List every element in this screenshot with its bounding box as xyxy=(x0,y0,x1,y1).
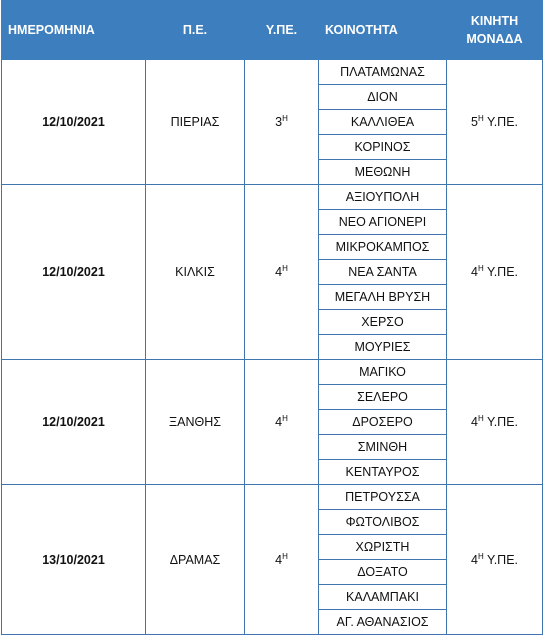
mobile-unit-suffix: Υ.ΠΕ. xyxy=(483,552,519,567)
mobile-unit-ordinal: Η xyxy=(477,551,484,561)
mobile-unit-cell xyxy=(447,360,543,485)
date-cell: 13/10/2021 xyxy=(2,485,146,635)
community-cell: ΚΟΡΙΝΟΣ xyxy=(319,135,447,160)
pe-cell: ΔΡΑΜΑΣ xyxy=(146,485,245,635)
community-cell: ΜΟΥΡΙΕΣ xyxy=(319,335,447,360)
community-cell: ΣΜΙΝΘΗ xyxy=(319,435,447,460)
table-row xyxy=(2,60,543,85)
ype-cell xyxy=(245,360,319,485)
mobile-unit-ordinal: Η xyxy=(477,263,484,273)
community-cell: ΝΕΟ ΑΓΙΟΝΕΡΙ xyxy=(319,210,447,235)
community-cell: ΧΩΡΙΣΤΗ xyxy=(319,535,447,560)
schedule-body xyxy=(2,60,543,635)
ype-number: 4 xyxy=(275,415,283,429)
header-mobile-unit-line1: ΚΙΝΗΤΗ xyxy=(470,14,519,28)
header-row xyxy=(2,1,543,60)
date-cell: 12/10/2021 xyxy=(2,60,146,185)
community-cell: ΧΕΡΣΟ xyxy=(319,310,447,335)
mobile-unit-cell xyxy=(447,60,543,185)
mobile-unit-ordinal: Η xyxy=(477,413,484,423)
community-cell: ΠΕΤΡΟΥΣΣΑ xyxy=(319,485,447,510)
community-cell: ΜΑΓΙΚΟ xyxy=(319,360,447,385)
mobile-unit-ordinal: Η xyxy=(477,113,484,123)
community-cell: ΜΕΓΑΛΗ ΒΡΥΣΗ xyxy=(319,285,447,310)
ype-ordinal: Η xyxy=(282,551,288,561)
header-date: ΗΜΕΡΟΜΗΝΙΑ xyxy=(2,1,146,60)
ype-ordinal: Η xyxy=(282,413,288,423)
mobile-unit-number: 4 xyxy=(470,265,478,279)
date-cell: 12/10/2021 xyxy=(2,360,146,485)
ype-number: 4 xyxy=(275,265,283,279)
community-cell: ΔΙΟΝ xyxy=(319,85,447,110)
ype-cell xyxy=(245,185,319,360)
mobile-unit-number: 5 xyxy=(470,115,478,129)
community-cell: ΣΕΛΕΡΟ xyxy=(319,385,447,410)
community-cell: ΚΑΛΑΜΠΑΚΙ xyxy=(319,585,447,610)
ype-number: 4 xyxy=(275,552,283,567)
ype-cell xyxy=(245,60,319,185)
ype-number: 3 xyxy=(275,115,283,129)
community-cell: ΚΕΝΤΑΥΡΟΣ xyxy=(319,460,447,485)
community-cell: ΠΛΑΤΑΜΩΝΑΣ xyxy=(319,60,447,85)
community-cell: ΚΑΛΛΙΘΕΑ xyxy=(319,110,447,135)
community-cell: ΜΕΘΩΝΗ xyxy=(319,160,447,185)
mobile-unit-number: 4 xyxy=(470,415,478,429)
table-row xyxy=(2,360,543,385)
mobile-unit-cell xyxy=(447,185,543,360)
header-mobile-unit-line2: ΜΟΝΑΔΑ xyxy=(466,32,523,46)
mobile-unit-suffix: Υ.ΠΕ. xyxy=(483,265,519,279)
header-mobile-unit xyxy=(447,1,543,60)
header-community: ΚΟΙΝΟΤΗΤΑ xyxy=(319,1,447,60)
community-cell: ΜΙΚΡΟΚΑΜΠΟΣ xyxy=(319,235,447,260)
community-cell: ΔΟΞΑΤΟ xyxy=(319,560,447,585)
pe-cell: ΚΙΛΚΙΣ xyxy=(146,185,245,360)
schedule-table xyxy=(1,0,543,635)
table-row xyxy=(2,185,543,210)
community-cell: ΦΩΤΟΛΙΒΟΣ xyxy=(319,510,447,535)
mobile-unit-suffix: Υ.ΠΕ. xyxy=(483,415,519,429)
community-cell: ΑΓ. ΑΘΑΝΑΣΙΟΣ xyxy=(319,610,447,635)
mobile-unit-cell xyxy=(447,485,543,635)
table-row xyxy=(2,485,543,510)
community-cell: ΝΕΑ ΣΑΝΤΑ xyxy=(319,260,447,285)
mobile-unit-suffix: Υ.ΠΕ. xyxy=(483,115,519,129)
header-ype: Υ.ΠΕ. xyxy=(245,1,319,60)
community-cell: ΑΞΙΟΥΠΟΛΗ xyxy=(319,185,447,210)
ype-cell xyxy=(245,485,319,635)
ype-ordinal: Η xyxy=(282,113,288,123)
pe-cell: ΞΑΝΘΗΣ xyxy=(146,360,245,485)
date-cell: 12/10/2021 xyxy=(2,185,146,360)
community-cell: ΔΡΟΣΕΡΟ xyxy=(319,410,447,435)
ype-ordinal: Η xyxy=(282,263,288,273)
mobile-unit-number: 4 xyxy=(470,552,478,567)
pe-cell: ΠΙΕΡΙΑΣ xyxy=(146,60,245,185)
header-pe: Π.Ε. xyxy=(146,1,245,60)
